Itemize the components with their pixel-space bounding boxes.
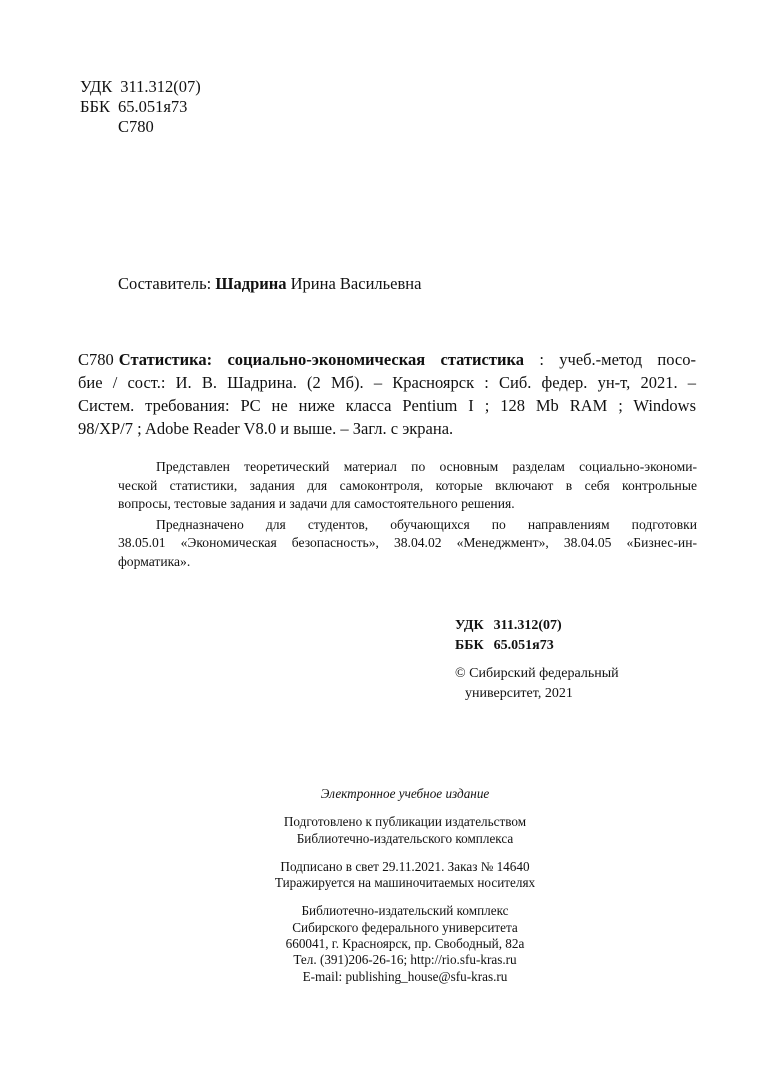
bib-line-4: 98/XP/7 ; Adobe Reader V8.0 и выше. – Загл. с экрана. bbox=[78, 419, 454, 438]
right-bbk-label: ББК bbox=[455, 637, 484, 653]
right-udk-line bbox=[455, 616, 562, 636]
publisher-address: 660041, г. Красноярск, пр. Свободный, 82а bbox=[285, 936, 525, 952]
compiler-surname: Шадрина bbox=[215, 274, 287, 293]
book-title: Статистика: социально-экономическая статистика bbox=[118, 350, 524, 369]
bib-line-1 bbox=[78, 348, 696, 371]
imprint-line: Библиотечно-издательский комплекс bbox=[301, 903, 509, 919]
imprint-line: Библиотечно-издательского комплекса bbox=[296, 830, 514, 846]
bib-line-3: Систем. требования: PC не ниже класса Pentium I ; 128 Mb RAM ; Windows bbox=[78, 396, 696, 415]
udk-label: УДК bbox=[80, 77, 113, 96]
right-udk-label: УДК bbox=[455, 618, 484, 633]
audience-line: 38.05.01 «Экономическая безопасность», 38.04.02 «Менеджмент», 38.04.05 «Бизнес-ин- bbox=[118, 535, 697, 550]
right-bbk-line bbox=[455, 636, 562, 656]
compiler-given-names: Ирина Васильевна bbox=[290, 274, 422, 293]
imprint-line: Сибирского федерального университета bbox=[292, 919, 518, 935]
bbk-label: ББК bbox=[80, 97, 110, 116]
imprint-line: Подготовлено к публикации издательством bbox=[283, 814, 527, 830]
abstract-line: ческой статистики, задания для самоконтроля, которые включают в себя контрольные bbox=[118, 477, 697, 493]
abstract bbox=[118, 458, 697, 571]
abstract-line: вопросы, тестовые задания и задачи для самостоятельного решения. bbox=[118, 496, 515, 511]
bib-author-mark: С780 bbox=[78, 350, 114, 369]
abstract-line: Представлен теоретический материал по основным разделам социально-экономи- bbox=[156, 459, 697, 474]
udk-value: 311.312(07) bbox=[120, 77, 201, 96]
publisher-phone-web: Тел. (391)206-26-16; http://rio.sfu-kras.ru bbox=[293, 952, 517, 968]
bbk-line bbox=[80, 97, 201, 117]
edition-type: Электронное учебное издание bbox=[320, 786, 490, 801]
right-bbk-value: 65.051я73 bbox=[493, 637, 554, 653]
bibliographic-record bbox=[78, 348, 696, 440]
imprint-line: Подписано в свет 29.11.2021. Заказ № 14640 bbox=[280, 858, 530, 874]
right-classification-codes bbox=[455, 616, 562, 655]
bib-line-1-rest: : учеб.-метод посо- bbox=[524, 350, 696, 369]
copyright bbox=[455, 664, 619, 703]
bib-line-2: бие / сост.: И. В. Шадрина. (2 Мб). – Красноярск : Сиб. федер. ун-т, 2021. – bbox=[78, 373, 696, 392]
audience-line: форматика». bbox=[118, 553, 191, 569]
compiler-line bbox=[118, 274, 421, 294]
imprint-line: Тиражируется на машиночитаемых носителях bbox=[274, 875, 536, 891]
classification-codes bbox=[80, 77, 201, 137]
author-mark: С780 bbox=[118, 117, 154, 136]
copyright-line: © Сибирский федеральный bbox=[455, 666, 619, 681]
right-udk-value: 311.312(07) bbox=[493, 618, 562, 633]
imprint bbox=[200, 786, 610, 985]
bbk-value: 65.051я73 bbox=[117, 97, 188, 116]
copyright-line: университет, 2021 bbox=[465, 685, 573, 701]
compiler-label: Составитель: bbox=[118, 274, 212, 293]
udk-line bbox=[80, 77, 201, 97]
publisher-email: E-mail: publishing_house@sfu-kras.ru bbox=[302, 968, 508, 984]
audience-line: Предназначено для студентов, обучающихся по направлениям подготовки bbox=[156, 516, 697, 532]
